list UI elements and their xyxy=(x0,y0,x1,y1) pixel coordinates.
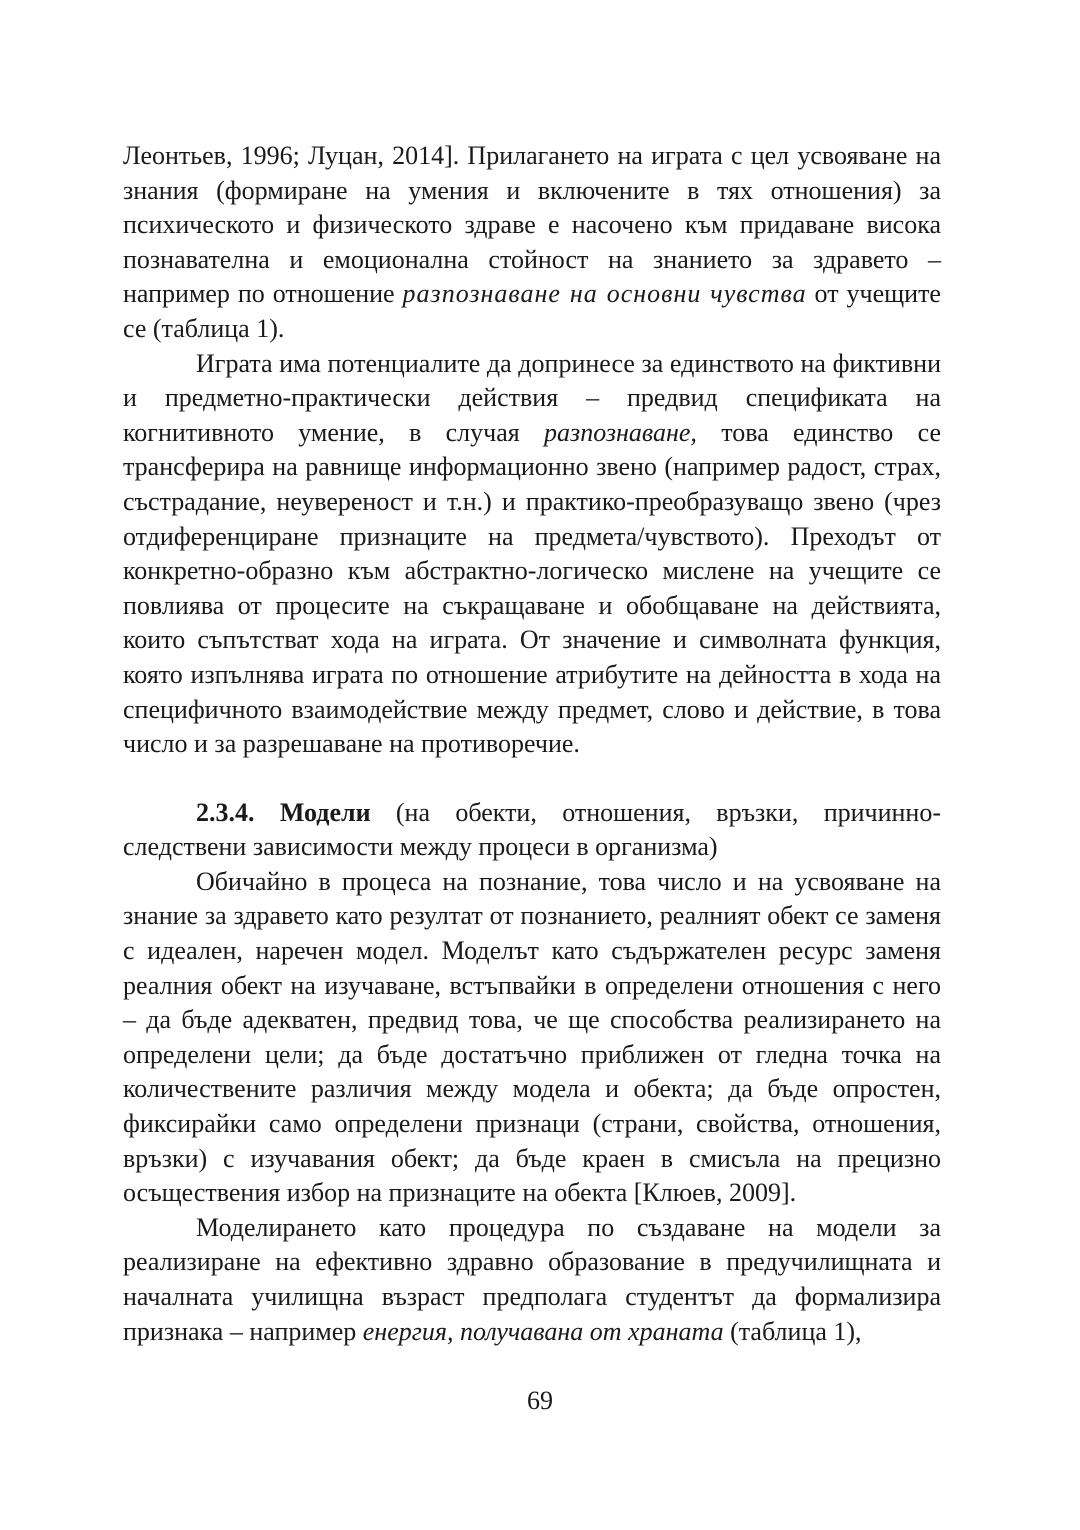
paragraph-4-emphasis: енергия, получавана от храната xyxy=(362,1316,724,1346)
section-heading-subtitle: (на обекти, отношения, връзки, причинно-следствени зависимости между процеси в организма) xyxy=(123,797,941,862)
section-heading xyxy=(123,796,941,865)
paragraph-3: Обичайно в процеса на познание, това число и на усвояване на знание за здравето като резултат от познанието, реалният обект се заменя с идеален, наречен модел. Моделът като съдържателен ресурс заменя реалния обект на изучаване, встъпвайки в определени отношения с него – да бъде адекватен, предвид това, че ще способства реализирането на определени цели; да бъде достатъчно приближен от гледна точка на количествените различия между модела и обекта; да бъде опростен, фиксирайки само определени признаци (страни, свойства, отношения, връзки) с изучавания обект; да бъде краен в смисъла на прецизно осъществения избор на признаците на обекта [Клюев, 2009]. xyxy=(123,866,941,1208)
paragraph-4-text-b: (таблица 1), xyxy=(723,1316,862,1346)
paragraph-2-text-a: Играта има потенциалите да допринесе за единството на фиктивни и предметно-практически действия – предвид спецификата на когнитивното умение, в случая xyxy=(123,348,941,447)
page-body xyxy=(123,139,941,1349)
page-number: 69 xyxy=(527,1386,553,1415)
paragraph-1 xyxy=(123,139,941,347)
paragraph-4-text-a: Моделирането като процедура по създаване на модели за реализиране на ефективно здравно образование в предучилищната и началната училищна възраст предполага студентът да формализира признака – например xyxy=(123,1212,941,1346)
paragraph-2-emphasis: разпознаване, xyxy=(544,417,697,447)
paragraph-2 xyxy=(123,347,941,762)
paragraph-1-text-a: Леонтьев, 1996; Луцан, 2014]. Прилагането на играта с цел усвояване на знания (формиране на умения и включените в тях отношения) за психическото и физическото здраве е насочено към придаване висока познавателна и емоционална стойност на знанието за здравето – например по отношение xyxy=(123,141,941,309)
section-heading-title: 2.3.4. Модели xyxy=(196,797,371,827)
paragraph-2-text-b: това единство се трансферира на равнище информационно звено (например радост, страх, състрадание, неувереност и т.н.) и практико-преобразуващо звено (чрез отдиференциране признаците на предмета/чувството). Преходът от конкретно-образно към абстрактно-логическо мислене на учещите се повлиява от процесите на съкращаване и обобщаване на действията, които съпътстват хода на играта. От значение и символната функция, която изпълнява играта по отношение атрибутите на дейността в хода на специфичното взаимодействие между предмет, слово и действие, в това число и за разрешаване на противоречие. xyxy=(123,417,941,759)
paragraph-4 xyxy=(123,1211,941,1349)
paragraph-1-text-b: от учещите се (таблица 1). xyxy=(123,279,941,343)
paragraph-1-emphasis: разпознаване на основни чувства xyxy=(402,279,807,309)
